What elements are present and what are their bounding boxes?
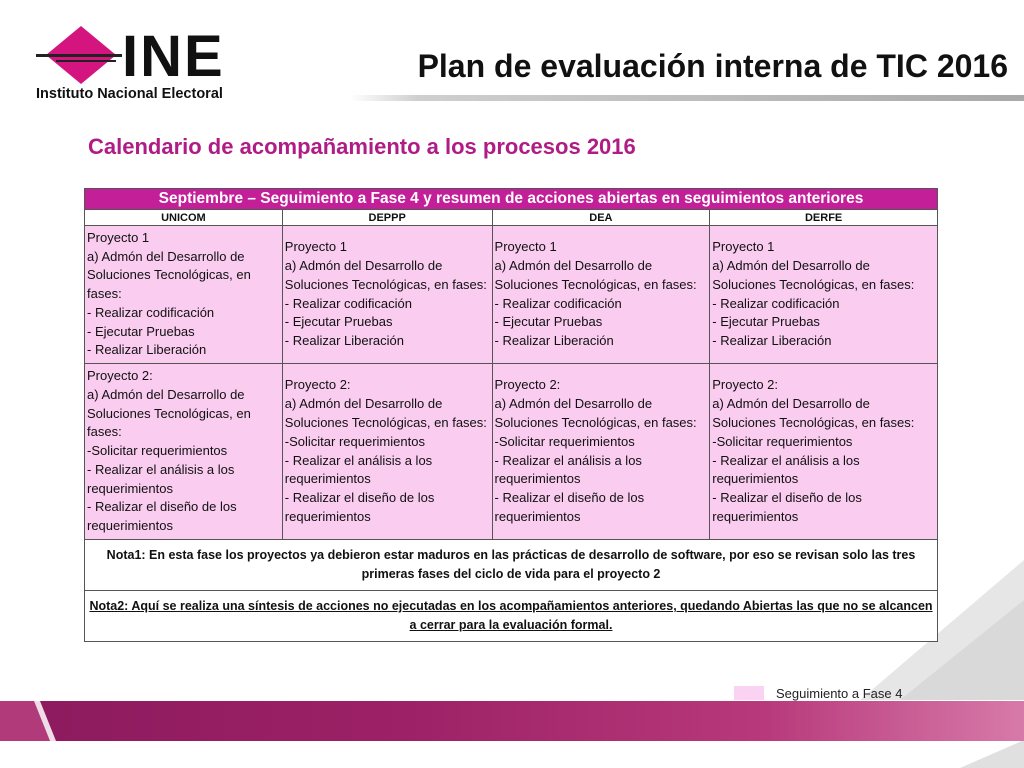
note-1: Nota1: En esta fase los proyectos ya debieron estar maduros en las prácticas de desarrollo de software, por eso se revisan solo las tres primeras fases del ciclo de vida para el proyecto 2: [85, 540, 938, 591]
column-header-derfe: DERFE: [710, 210, 938, 226]
cell-dea-proyecto-1: Proyecto 1 a) Admón del Desarrollo de Soluciones Tecnológicas, en fases: - Realizar codificación - Ejecutar Pruebas - Realizar Liberación: [492, 226, 710, 364]
cell-unicom-proyecto-2: Proyecto 2: a) Admón del Desarrollo de Soluciones Tecnológicas, en fases: -Solicitar requerimientos - Realizar el análisis a los requerimientos - Realizar el diseño de los requerimientos: [85, 364, 283, 540]
org-name: Instituto Nacional Electoral: [36, 86, 223, 102]
note-2: Nota2: Aquí se realiza una síntesis de acciones no ejecutadas en los acompañamientos anteriores, quedando Abiertas las que no se alcancen a cerrar para la evaluación formal.: [85, 591, 938, 642]
table-title: Septiembre – Seguimiento a Fase 4 y resumen de acciones abiertas en seguimientos anteriores: [85, 189, 938, 210]
title-underline: [350, 95, 1024, 101]
cell-unicom-proyecto-1: Proyecto 1 a) Admón del Desarrollo de Soluciones Tecnológicas, en fases: - Realizar codificación - Ejecutar Pruebas - Realizar Liberación: [85, 226, 283, 364]
footer-bar: [0, 701, 1024, 741]
footer-bar-notch: [0, 701, 60, 741]
page-subtitle: Calendario de acompañamiento a los procesos 2016: [88, 134, 636, 159]
cell-deppp-proyecto-1: Proyecto 1 a) Admón del Desarrollo de Soluciones Tecnológicas, en fases: - Realizar codificación - Ejecutar Pruebas - Realizar Liberación: [282, 226, 492, 364]
legend-swatch: [734, 686, 764, 700]
cell-dea-proyecto-2: Proyecto 2: a) Admón del Desarrollo de Soluciones Tecnológicas, en fases: -Solicitar requerimientos - Realizar el análisis a los requerimientos - Realizar el diseño de los requerimientos: [492, 364, 710, 540]
page-title: Plan de evaluación interna de TIC 2016: [417, 48, 1008, 84]
calendar-table: [84, 188, 938, 642]
cell-derfe-proyecto-2: Proyecto 2: a) Admón del Desarrollo de Soluciones Tecnológicas, en fases: -Solicitar requerimientos - Realizar el análisis a los requerimientos - Realizar el diseño de los requerimientos: [710, 364, 938, 540]
logo-wordmark: INE: [122, 24, 225, 89]
ine-logo-icon: [36, 24, 126, 86]
legend-label: Seguimiento a Fase 4: [776, 686, 903, 701]
column-header-unicom: UNICOM: [85, 210, 283, 226]
column-header-deppp: DEPPP: [282, 210, 492, 226]
cell-deppp-proyecto-2: Proyecto 2: a) Admón del Desarrollo de Soluciones Tecnológicas, en fases: -Solicitar requerimientos - Realizar el análisis a los requerimientos - Realizar el diseño de los requerimientos: [282, 364, 492, 540]
cell-derfe-proyecto-1: Proyecto 1 a) Admón del Desarrollo de Soluciones Tecnológicas, en fases: - Realizar codificación - Ejecutar Pruebas - Realizar Liberación: [710, 226, 938, 364]
column-header-dea: DEA: [492, 210, 710, 226]
